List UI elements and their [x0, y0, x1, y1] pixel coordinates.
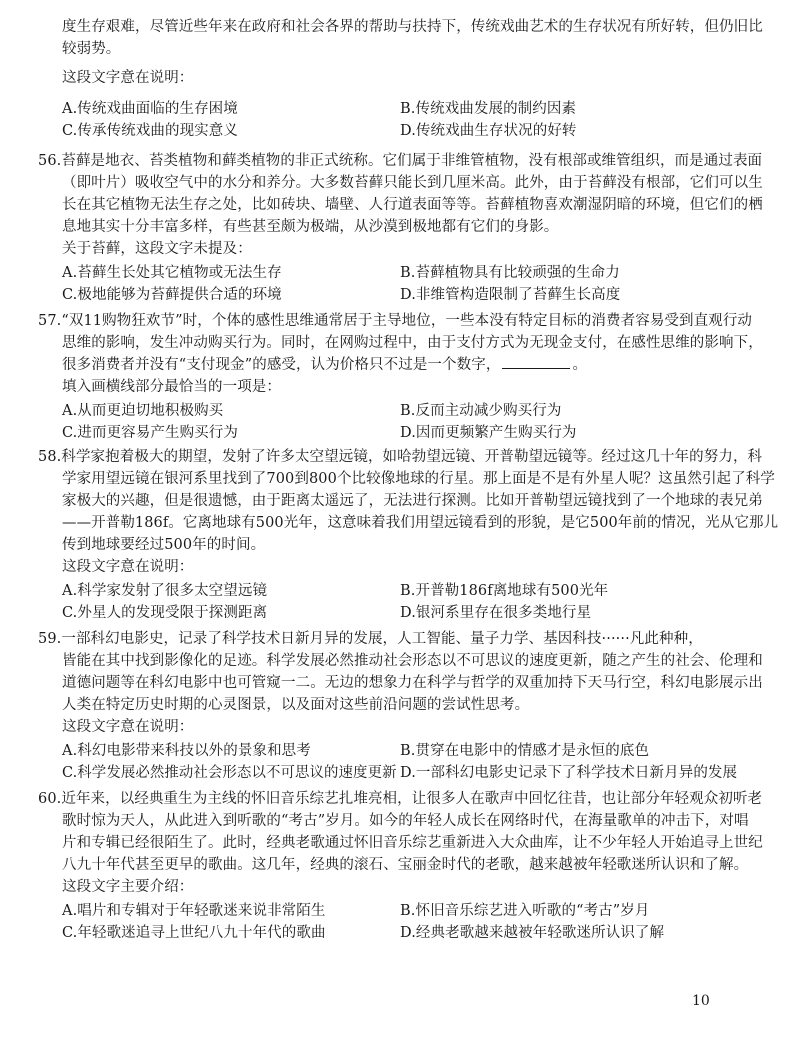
q57-line-3: [62, 354, 587, 376]
q56-prompt: 关于苔藓，这段文字未提及：: [62, 241, 252, 257]
q59-option-b[interactable]: B.贯穿在电影中的情感才是永恒的底色: [400, 743, 650, 759]
q60-option-b[interactable]: B.怀旧音乐综艺进入听歌的“考古”岁月: [400, 903, 650, 919]
q58-option-a[interactable]: A.科学家发射了很多太空望远镜: [62, 583, 268, 599]
q56-option-b[interactable]: B.苔藓植物具有比较顽强的生命力: [400, 265, 620, 281]
q60-line-1: 60.近年来，以经典重生为主线的怀旧音乐综艺扎堆亮相，让很多人在歌声中回忆往昔，也让部分年轻观众初听老: [38, 791, 763, 807]
q56-option-d[interactable]: D.非维管构造限制了苔藓生长高度: [400, 287, 621, 303]
q57-answer-blank[interactable]: [502, 354, 570, 369]
q57-line-1: 57.“双11购物狂欢节”时，个体的感性思维通常居于主导地位，一些本没有特定目标的消费者容易受到直观行动: [38, 313, 753, 329]
q57-line-3-end: 。: [572, 357, 588, 373]
q57-line-3-text: 很多消费者并没有“支付现金”的感受，认为价格只不过是一个数字，: [62, 357, 501, 373]
q57-option-a[interactable]: A.从而更迫切地积极购买: [62, 403, 224, 419]
q60-prompt: 这段文字主要介绍：: [62, 879, 194, 895]
q58-line-4: ——开普勒186f。它离地球有500光年，这意味着我们用望远镜看到的形貌，是它500年前的情况，光从它那儿: [62, 515, 779, 531]
q60-option-a[interactable]: A.唱片和专辑对于年轻歌迷来说非常陌生: [62, 903, 326, 919]
page-number: 10: [692, 993, 710, 1009]
q59-line-3: 道德问题等在科幻电影中也可管窥一二。无边的想象力在科学与哲学的双重加持下天马行空，科幻电影展示出: [62, 675, 763, 691]
q55-prompt: 这段文字意在说明：: [62, 70, 194, 86]
q59-option-d[interactable]: D.一部科幻电影史记录下了科学技术日新月异的发展: [400, 765, 738, 781]
q58-option-b[interactable]: B.开普勒186f离地球有500光年: [400, 583, 609, 599]
q59-line-1: 59.一部科幻电影史，记录了科学技术日新月异的发展，人工智能、量子力学、基因科技······凡此种种，: [38, 631, 703, 647]
q58-line-2: 学家用望远镜在银河系里找到了700到800个比较像地球的行星。那上面是不是有外星人呢？这虽然引起了科学: [62, 471, 775, 487]
q57-option-c[interactable]: C.进而更容易产生购买行为: [62, 425, 238, 441]
q60-line-2: 歌时惊为天人，从此进入到听歌的“考古”岁月。如今的年轻人成长在网络时代，在海量歌单的冲击下，对唱: [62, 813, 749, 829]
q57-option-b[interactable]: B.反而主动减少购买行为: [400, 403, 562, 419]
q57-prompt: 填入画横线部分最恰当的一项是：: [62, 379, 281, 395]
q55-line-1: 度生存艰难，尽管近些年来在政府和社会各界的帮助与扶持下，传统戏曲艺术的生存状况有所好转，但仍旧比: [62, 19, 763, 35]
q58-line-5: 传到地球要经过500年的时间。: [62, 537, 266, 553]
q56-line-3: 长在其它植物无法生存之处，比如砖块、墙壁、人行道表面等等。苔藓植物喜欢潮湿阴暗的环境，但它们的栖: [62, 197, 763, 213]
q59-option-c[interactable]: C.科学发展必然推动社会形态以不可思议的速度更新: [62, 765, 397, 781]
q59-option-a[interactable]: A.科幻电影带来科技以外的景象和思考: [62, 743, 311, 759]
q55-option-a[interactable]: A.传统戏曲面临的生存困境: [62, 101, 238, 117]
q60-line-4: 八九十年代甚至更早的歌曲。这几年，经典的滚石、宝丽金时代的老歌，越来越被年轻歌迷所认识和了解。: [62, 857, 749, 873]
q58-prompt: 这段文字意在说明：: [62, 559, 194, 575]
q56-option-c[interactable]: C.极地能够为苔藓提供合适的环境: [62, 287, 282, 303]
q59-line-2: 皆能在其中找到影像化的足迹。科学发展必然推动社会形态以不可思议的速度更新，随之产生的社会、伦理和: [62, 653, 763, 669]
q57-option-d[interactable]: D.因而更频繁产生购买行为: [400, 425, 577, 441]
q55-option-b[interactable]: B.传统戏曲发展的制约因素: [400, 101, 577, 117]
q60-option-d[interactable]: D.经典老歌越来越被年轻歌迷所认识了解: [400, 925, 665, 941]
q57-line-2: 思维的影响，发生冲动购买行为。同时，在网购过程中，由于支付方式为无现金支付，在感性思维的影响下，: [62, 335, 763, 351]
q56-line-4: 息地其实十分丰富多样，有些甚至颇为极端，从沙漠到极地都有它们的身影。: [62, 219, 559, 235]
q60-line-3: 片和专辑已经很陌生了。此时，经典老歌通过怀旧音乐综艺重新进入大众曲库，让不少年轻人开始追寻上世纪: [62, 835, 763, 851]
q56-line-2: （即叶片）吸收空气中的水分和养分。大多数苔藓只能长到几厘米高。此外，由于苔藓没有根部，它们可以生: [62, 175, 763, 191]
q58-option-c[interactable]: C.外星人的发现受限于探测距离: [62, 605, 268, 621]
q60-option-c[interactable]: C.年轻歌迷追寻上世纪八九十年代的歌曲: [62, 925, 326, 941]
q58-option-d[interactable]: D.银河系里存在很多类地行星: [400, 605, 592, 621]
q55-option-d[interactable]: D.传统戏曲生存状况的好转: [400, 123, 577, 139]
q59-prompt: 这段文字意在说明：: [62, 719, 194, 735]
q58-line-1: 58.科学家抱着极大的期望，发射了许多太空望远镜，如哈勃望远镜、开普勒望远镜等。经过这几十年的努力，科: [38, 449, 763, 465]
q56-option-a[interactable]: A.苔藓生长处其它植物或无法生存: [62, 265, 282, 281]
q59-line-4: 人类在特定历史时期的心灵图景，以及面对这些前沿问题的尝试性思考。: [62, 697, 530, 713]
q56-line-1: 56.苔藓是地衣、苔类植物和藓类植物的非正式统称。它们属于非维管植物，没有根部或维管组织，而是通过表面: [38, 153, 763, 169]
q55-option-c[interactable]: C.传承传统戏曲的现实意义: [62, 123, 238, 139]
q55-line-2: 较弱势。: [62, 41, 121, 57]
q58-line-3: 家极大的兴趣，但是很遗憾，由于距离太遥远了，无法进行探测。比如开普勒望远镜找到了一个地球的表兄弟: [62, 493, 763, 509]
